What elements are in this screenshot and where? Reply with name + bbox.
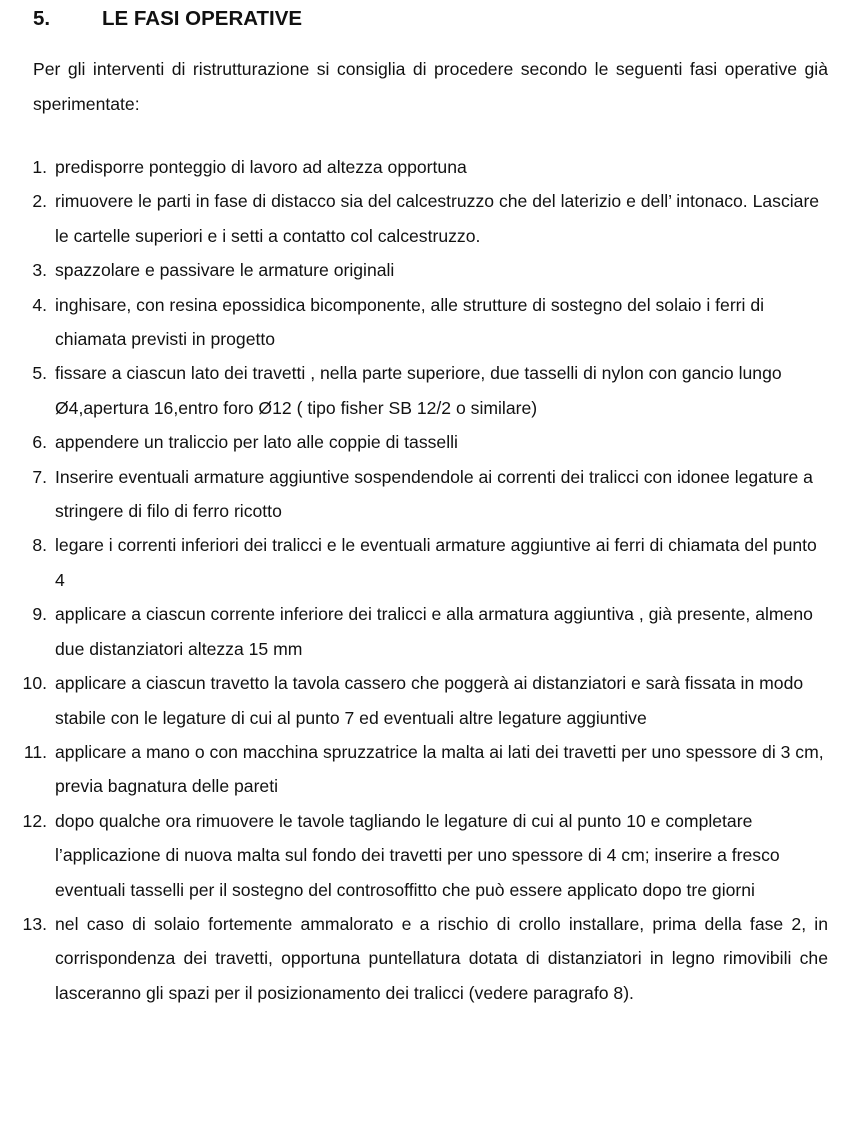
step-number: 1. [32,157,47,177]
step-text: applicare a ciascun corrente inferiore dei tralicci e alla armatura aggiuntiva , già presente, almeno due distanziatori altezza 15 mm [55,604,813,659]
intro-paragraph: Per gli interventi di ristrutturazione si consiglia di procedere secondo le seguenti fasi operative già sperimentate: [33,59,828,114]
step-4 [0,288,828,357]
step-6 [0,425,828,459]
step-text: dopo qualche ora rimuovere le tavole tagliando le legature di cui al punto 10 e completare l’applicazione di nuova malta sul fondo dei travetti per uno spessore di 4 cm; inserire a fresco eventuali tasselli per il sostegno del controsoffitto che può essere applicato dopo tre giorni [55,810,780,900]
step-number: 5. [32,363,47,384]
section-title: LE FASI OPERATIVE [102,7,303,30]
step-5 [0,356,828,425]
step-number: 12. [22,810,47,831]
step-7 [0,460,828,529]
step-text: appendere un traliccio per lato alle coppie di tasselli [55,432,458,453]
step-11 [0,735,828,804]
operative-steps-list [0,150,850,1010]
step-13 [0,907,828,1010]
step-text: inghisare, con resina epossidica bicomponente, alle strutture di sostegno del solaio i ferri di chiamata previsti in progetto [55,294,765,350]
step-number: 2. [32,191,47,212]
section-heading [33,6,302,32]
step-text: rimuovere le parti in fase di distacco sia del calcestruzzo che del laterizio e dell’ intonaco. Lasciare le cartelle superiori e i setti a contatto col calcestruzzo. [55,191,820,246]
step-number: 9. [32,604,47,625]
step-text: Inserire eventuali armature aggiuntive sospendendole ai correnti dei tralicci con idonee legature a stringere di filo di ferro ricotto [55,466,813,522]
step-9 [0,597,828,666]
step-number: 11. [23,741,47,762]
step-text: applicare a mano o con macchina spruzzatrice la malta ai lati dei travetti per uno spessore di 3 cm, previa bagnatura delle pareti [55,741,824,797]
step-1 [0,150,828,184]
step-number: 7. [32,466,47,487]
step-number: 3. [32,260,47,281]
step-number: 13. [22,913,47,934]
step-2 [0,184,828,253]
step-text: predisporre ponteggio di lavoro ad altezza opportuna [55,157,467,177]
step-number: 4. [32,294,47,315]
step-text: applicare a ciascun travetto la tavola cassero che poggerà ai distanziatori e sarà fissata in modo stabile con le legature di cui al punto 7 ed eventuali altre legature aggiuntive [55,673,804,728]
step-text: fissare a ciascun lato dei travetti , nella parte superiore, due tasselli di nylon con gancio lungo Ø4,apertura 16,entro foro Ø12 ( tipo fisher SB 12/2 o similare) [55,363,782,418]
step-text: spazzolare e passivare le armature originali [55,260,395,281]
step-text: nel caso di solaio fortemente ammalorato e a rischio di crollo installare, prima della fase 2, in corrispondenza dei travetti, opportuna puntellatura dotata di distanziatori in legno rimovibili che lasceranno gli spazi per il posizionamento dei tralicci (vedere paragrafo 8). [55,913,828,1003]
step-number: 6. [32,432,47,453]
step-8 [0,528,828,597]
step-3 [0,253,828,287]
step-12 [0,804,828,907]
step-number: 8. [32,535,47,556]
step-10 [0,666,828,735]
step-number: 10. [22,673,47,694]
step-text: legare i correnti inferiori dei tralicci e le eventuali armature aggiuntive ai ferri di chiamata del punto 4 [55,535,817,590]
section-number: 5. [33,7,51,30]
